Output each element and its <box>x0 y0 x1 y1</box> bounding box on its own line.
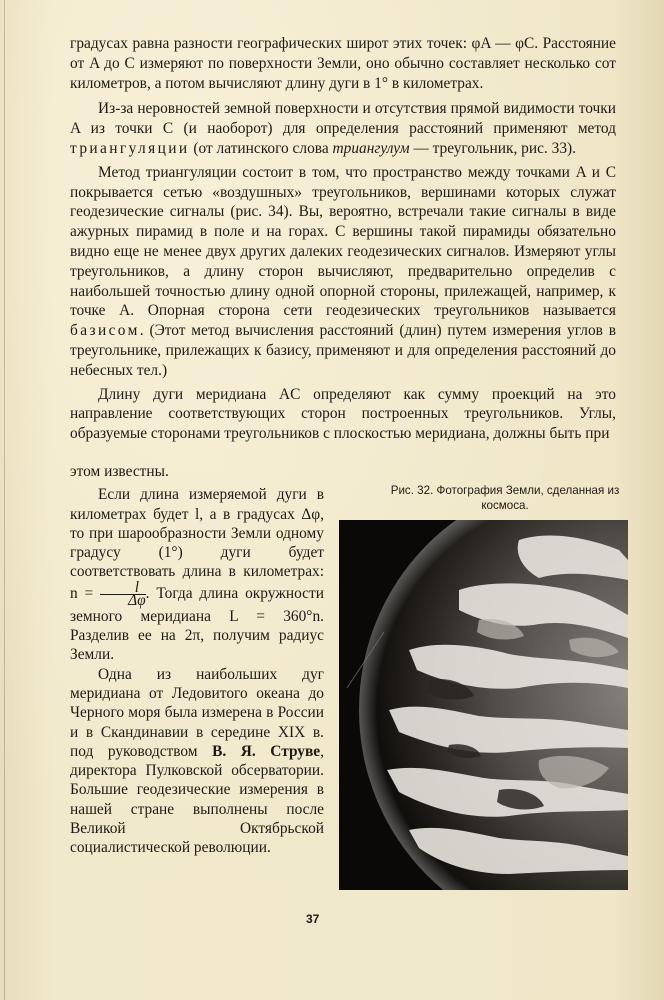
earth-from-space-image <box>339 520 628 890</box>
page-number: 37 <box>306 912 320 926</box>
paragraph-5: Если длина измеряемой дуги в километрах будет l, а в градусах Δφ, то при шарообразности Земли одному градусу (1°) дуги будет соответствовать длина в километрах: n = $\frac{l}{\Delta\varphi}$ . Тогда длина окружности земного меридиана L = 360°n. Разделив ее на 2π, получим радиус Земли. <box>70 486 324 664</box>
paragraph-3: Метод триангуляции состоит в том, что пространство между точками A и C покрывается сетью «воздушных» треугольников, вершинами которых служат геодезические сигналы (рис. 34). Вы, вероятно, встречали такие сигналы в виде ажурных пирамид в поле и на горах. С вершины такой пирамиды обязательно видно еще не менее двух других далеких геодезических сигналов. Измеряют углы треугольников, а длину сторон вычисляют, предварительно определив с наибольшей точностью длину одной опорной стороны, прилежащей, например, к точке A. Опорная сторона сети геодезических треугольников называется базисом. (Этот метод вычисления расстояний (длин) путем измерения углов в треугольнике, прилежащих к базису, применяют и для определения расстояний до небесных тел.) <box>70 163 616 379</box>
term-triangulation: триангуляции <box>70 139 190 157</box>
formula-n: $\frac{l}{\Delta\varphi}$ <box>100 582 146 607</box>
earth-photo <box>339 520 628 890</box>
term-basis: базисом <box>70 322 140 340</box>
paragraph-1: градусах равна разности географических широт этих точек: φA — φC. Расстояние от A до C измеряют по поверхности Земли, оно обычно составляет несколько сот километров, а потом вычисляют длину дуги в 1° в километрах. <box>70 35 616 92</box>
paragraph-4: Длину дуги меридиана AC определяют как сумму проекций на это направление соответствующих сторон построенных треугольников. Углы, образуемые сторонами треугольников с плоскостью меридиана, должны быть при <box>70 385 616 443</box>
person-name: В. Я. Струве <box>212 742 321 760</box>
term-latin: триангулум <box>332 139 410 157</box>
left-column-text <box>70 462 324 858</box>
paragraph-2: Из-за неровностей земной поверхности и отсутствия прямой видимости точки A из точки C (и наоборот) для определения расстояний применяют метод триангуляции (от латинского слова триангулум — треугольник, рис. 33). <box>70 100 616 157</box>
main-text-block <box>70 34 616 444</box>
paragraph-6: Одна из наибольших дуг меридиана от Ледовитого океана до Черного моря была измерена в России и в Скандинавии в середине XIX в. под руководством В. Я. Струве, директора Пулковской обсерватории. Большие геодезические измерения в нашей стране выполнены после Великой Октябрьской социалистической революции. <box>70 665 324 857</box>
figure-caption: Рис. 32. Фотография Земли, сделанная из космоса. <box>390 484 620 512</box>
paragraph-4-end: этом известны. <box>70 463 169 480</box>
page-edge-line <box>4 0 5 1000</box>
